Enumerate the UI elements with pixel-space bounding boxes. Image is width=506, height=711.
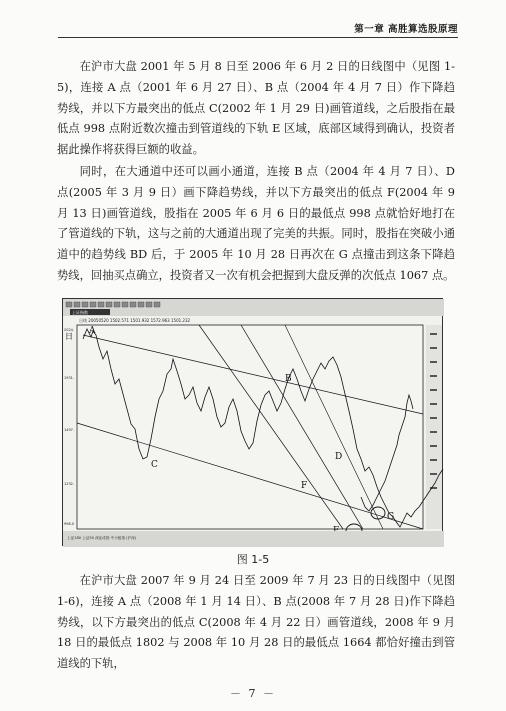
label-D: D <box>335 452 343 462</box>
page-number: － 7 － <box>230 687 276 700</box>
toolbar-title: 上证指数 <box>72 310 88 315</box>
label-A: A <box>89 326 96 336</box>
figure-caption: 图 1-5 <box>236 553 270 566</box>
label-G: G <box>387 512 395 522</box>
figure-1-5 <box>62 298 443 546</box>
status-text: 上证180 上证50 深证成指 中小板指 (沪深) <box>67 536 137 540</box>
chart-toolbar <box>63 299 444 316</box>
right-panel <box>426 325 442 529</box>
chapter-header: 第一章 高胜算选股原理 <box>354 24 458 35</box>
period-label: 日 <box>65 332 73 341</box>
paragraph-1: 在沪市大盘 2001 年 5 月 8 日至 2006 年 6 月 2 日的日线图中（见图 1-5)，连接 A 点（2001 年 6 月 27 日）、B 点（2004 年 4 月 7 日）作下降趋势线，并以下方最突出的低点 C(2002 年 1 月 29 日)画管道线，之后股指在最低点 998 点附近数次撞击到管道线的下轨 E 区域，底部区域得到确认，投资者据此操作将获得巨额的收益。 <box>57 60 455 157</box>
label-B: B <box>285 374 292 384</box>
axis-label-3: 1497. <box>64 428 75 432</box>
paragraph-3: 在沪市大盘 2007 年 9 月 24 日至 2009 年 7 月 23 日的日线图中（见图 1-6)，连接 A 点（2008 年 1 月 14 日）、B 点(2008 年 7 月 28 日)作下降趋势线，以下方最突出的低点 C(2008 年 4 月 22 日）画管道线，2008 年 9 月 18 日的最低点 1802 与 2008 年 10 月 28 日的最低点 1664 都恰好撞击到管道线的下轨， <box>57 574 455 671</box>
label-C: C <box>151 460 158 470</box>
label-F: F <box>301 481 308 491</box>
axis-label-4: 1232. <box>64 482 75 486</box>
axis-label-5: 998.0 <box>64 522 75 526</box>
plot-area <box>77 325 423 529</box>
axis-label-1: 2024. <box>64 328 75 332</box>
left-axis <box>64 328 74 526</box>
stock-chart-svg <box>63 299 444 547</box>
chart-info-line: 日线 20050520 1502.571 1501.932 1572.963 1501.232 <box>79 318 191 323</box>
axis-label-2: 1931. <box>64 376 75 380</box>
header-rule <box>58 37 458 38</box>
paragraph-2: 同时，在大通道中还可以画小通道，连接 B 点（2004 年 4 月 7 日）、D 点(2005 年 3 月 9 日）画下降趋势线，并以下方最突出的低点 F(2004 年 9 月 13 日)画管道线，股指在 2005 年 6 月 6 日的最低点 998 点就恰好地打在了管道线的下轨，这与之前的大通道出现了完美的共振。同时，股指在突破小通道中的趋势线 BD 后，于 2005 年 10 月 28 日再次在 G 点撞击到这条下降趋势线，回抽买点确立，投资者又一次有机会把握到大盘反弹的次低点 1067 点。 <box>57 165 455 282</box>
